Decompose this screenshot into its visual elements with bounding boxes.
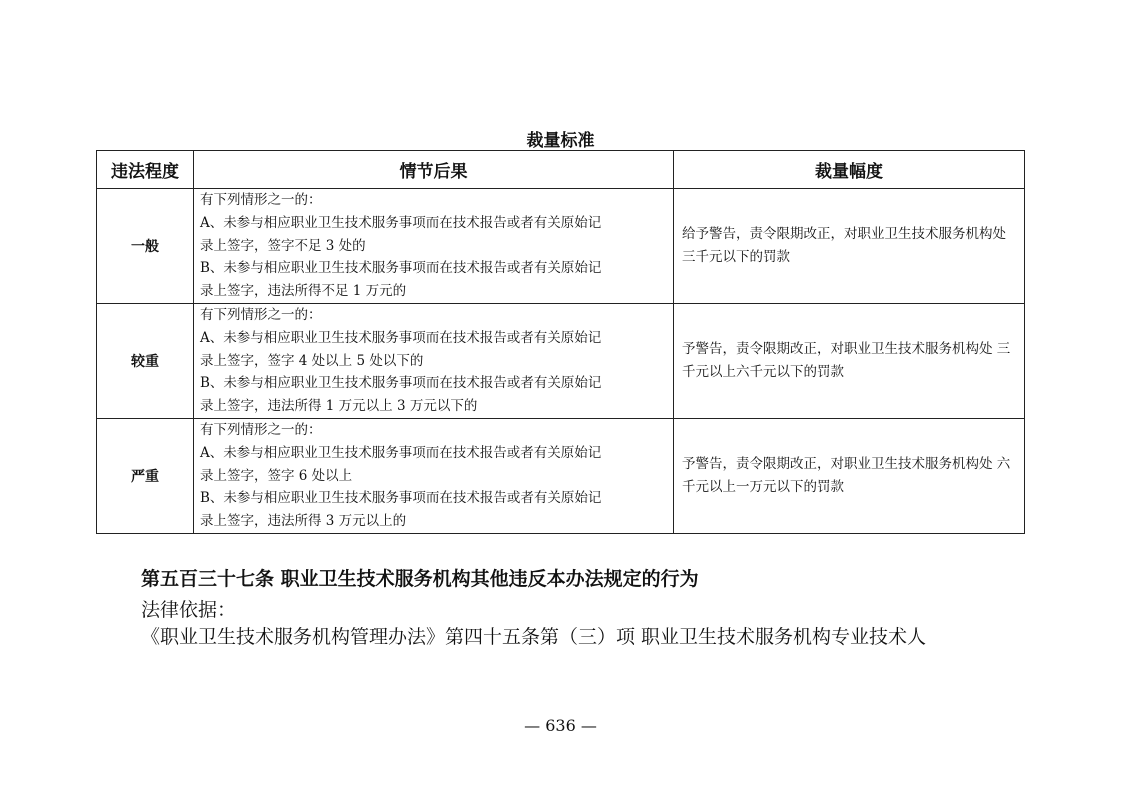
page-number: — 636 — <box>524 716 597 735</box>
legal-basis-text: 《职业卫生技术服务机构管理办法》第四十五条第（三）项 职业卫生技术服务机构专业技术人 <box>141 626 927 648</box>
header-violation-degree: 违法程度 <box>97 151 194 189</box>
circumstances-cell <box>194 189 674 304</box>
circumstance-line: A、未参与相应职业卫生技术服务事项而在技术报告或者有关原始记 <box>200 444 602 461</box>
table-row <box>97 418 1025 533</box>
circumstance-line: 录上签字，签字不足 3 处的 <box>200 237 366 254</box>
table-header-row <box>97 151 1025 189</box>
table-caption: 裁量标准 <box>526 131 595 151</box>
circumstance-line: 录上签字，签字 6 处以上 <box>200 467 353 484</box>
violation-level: 严重 <box>97 418 194 533</box>
table-row <box>97 303 1025 418</box>
circumstance-line: A、未参与相应职业卫生技术服务事项而在技术报告或者有关原始记 <box>200 329 602 346</box>
penalty-cell: 予警告，责令限期改正，对职业卫生技术服务机构处 三千元以上六千元以下的罚款 <box>674 303 1025 418</box>
table-row <box>97 189 1025 304</box>
circumstance-line: B、未参与相应职业卫生技术服务事项而在技术报告或者有关原始记 <box>200 260 602 277</box>
circumstances-cell <box>194 418 674 533</box>
header-circumstances: 情节后果 <box>194 151 674 189</box>
discretion-standard-table <box>96 150 1025 534</box>
article-title: 第五百三十七条 职业卫生技术服务机构其他违反本办法规定的行为 <box>141 568 699 590</box>
circumstance-line: A、未参与相应职业卫生技术服务事项而在技术报告或者有关原始记 <box>200 214 602 231</box>
penalty-cell: 给予警告，责令限期改正，对职业卫生技术服务机构处 三千元以下的罚款 <box>674 189 1025 304</box>
circumstance-line: 录上签字，违法所得 1 万元以上 3 万元以下的 <box>200 398 478 415</box>
violation-level: 较重 <box>97 303 194 418</box>
penalty-cell: 予警告，责令限期改正，对职业卫生技术服务机构处 六千元以上一万元以下的罚款 <box>674 418 1025 533</box>
circumstance-line: 录上签字，违法所得 3 万元以上的 <box>200 513 407 530</box>
violation-level: 一般 <box>97 189 194 304</box>
circumstance-line: 录上签字，违法所得不足 1 万元的 <box>200 283 407 300</box>
header-penalty-range: 裁量幅度 <box>674 151 1025 189</box>
circumstance-line: 有下列情形之一的： <box>200 192 322 208</box>
circumstance-line: 有下列情形之一的： <box>200 421 322 438</box>
circumstance-line: B、未参与相应职业卫生技术服务事项而在技术报告或者有关原始记 <box>200 490 602 507</box>
circumstances-cell <box>194 303 674 418</box>
circumstance-line: 有下列情形之一的： <box>200 306 322 323</box>
circumstance-line: B、未参与相应职业卫生技术服务事项而在技术报告或者有关原始记 <box>200 375 602 392</box>
legal-basis-label: 法律依据： <box>141 599 237 621</box>
circumstance-line: 录上签字，签字 4 处以上 5 处以下的 <box>200 352 424 369</box>
